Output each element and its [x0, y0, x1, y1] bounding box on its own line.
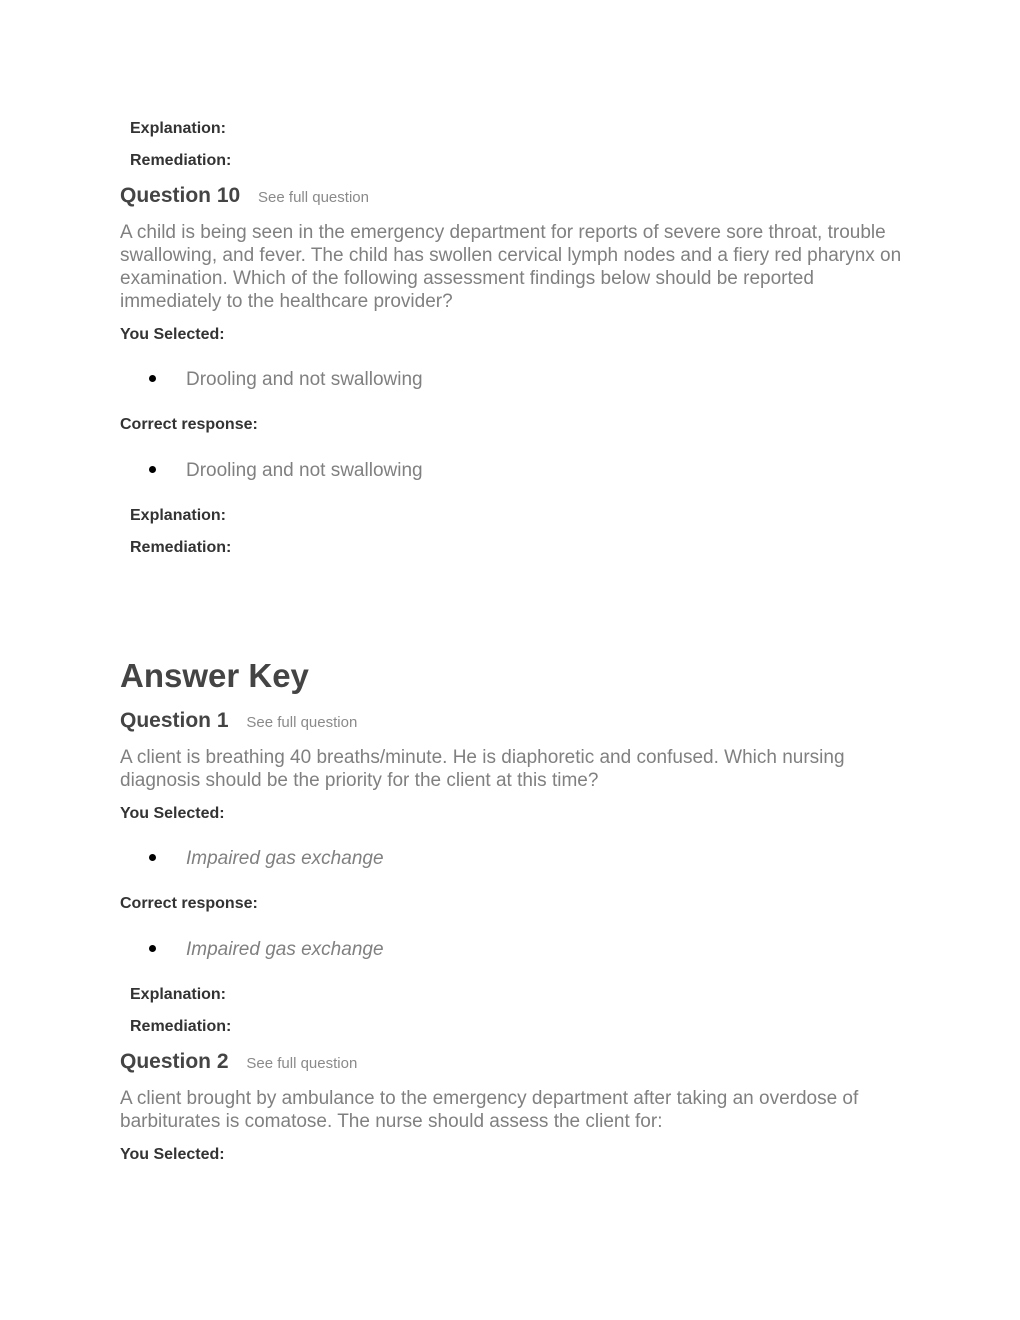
- question-1-text: A client is breathing 40 breaths/minute. He is diaphoretic and confused. Which nursing diagnosis should be the priority for the client at this time?: [120, 747, 845, 791]
- selected-answer: Impaired gas exchange: [186, 848, 384, 869]
- correct-answer: Impaired gas exchange: [186, 939, 384, 960]
- explanation-label: Explanation:: [130, 120, 227, 137]
- correct-answer: Drooling and not swallowing: [186, 460, 423, 481]
- question-2-title: Question 2: [120, 1050, 229, 1073]
- remediation-label: Remediation:: [130, 1018, 232, 1035]
- question-10-text: A child is being seen in the emergency department for reports of severe sore throat, trouble swallowing, and fever. The child has swollen cervical lymph nodes and a fiery red pharynx on examination. Which of the following assessment findings below should be reported immediately to the healthcare provider?: [120, 222, 902, 312]
- bullet-icon: [149, 466, 156, 473]
- you-selected-label: You Selected:: [120, 1146, 225, 1163]
- see-full-question-link[interactable]: See full question: [258, 189, 369, 206]
- bullet-icon: [149, 854, 156, 861]
- you-selected-label: You Selected:: [120, 326, 225, 343]
- question-10-heading: [120, 184, 369, 210]
- explanation-label: Explanation:: [130, 507, 227, 524]
- bullet-icon: [149, 945, 156, 952]
- correct-response-label: Correct response:: [120, 895, 258, 912]
- question-1-title: Question 1: [120, 709, 229, 732]
- answer-key-title: Answer Key: [120, 657, 309, 694]
- selected-answer: Drooling and not swallowing: [186, 369, 423, 390]
- remediation-label: Remediation:: [130, 539, 232, 556]
- explanation-label: Explanation:: [130, 986, 227, 1003]
- bullet-icon: [149, 375, 156, 382]
- see-full-question-link[interactable]: See full question: [246, 714, 358, 731]
- question-2-text: A client brought by ambulance to the emergency department after taking an overdose of barbiturates is comatose. The nurse should assess the client for:: [120, 1088, 859, 1132]
- you-selected-label: You Selected:: [120, 805, 225, 822]
- correct-response-label: Correct response:: [120, 416, 258, 433]
- question-1-heading: [120, 709, 357, 735]
- question-10-title: Question 10: [120, 184, 241, 207]
- see-full-question-link[interactable]: See full question: [246, 1055, 358, 1072]
- question-2-heading: [120, 1050, 357, 1076]
- remediation-label: Remediation:: [130, 152, 232, 169]
